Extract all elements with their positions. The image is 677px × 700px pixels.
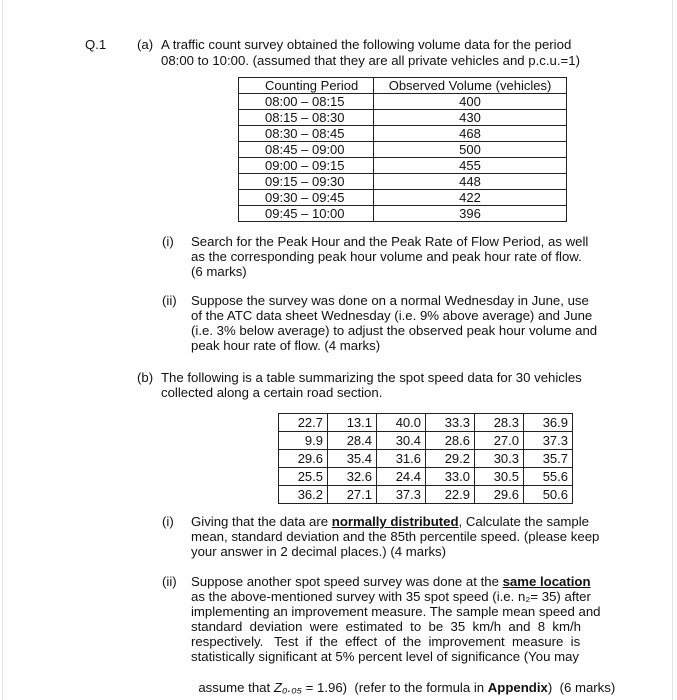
part-b-i-line3: your answer in 2 decimal places.) (4 marks) <box>191 544 447 559</box>
part-a-ii-label: (ii) <box>162 293 177 308</box>
part-b-i-line1 <box>191 514 589 530</box>
speed-cell: 35.7 <box>524 450 573 468</box>
speed-cell: 13.1 <box>328 414 377 432</box>
table-row <box>279 450 573 468</box>
table-row <box>279 486 573 504</box>
part-a-ii-line3: (i.e. 3% below average) to adjust the observed peak hour volume and <box>191 323 598 338</box>
part-a-ii-line2: of the ATC data sheet Wednesday (i.e. 9% above average) and June <box>191 308 593 323</box>
part-b-ii-line2: as the above-mentioned survey with 35 spot speed (i.e. n₂= 35) after <box>191 589 591 604</box>
observed-volume-cell: 422 <box>374 190 567 206</box>
part-b-ii-label: (ii) <box>162 574 177 589</box>
part-b-label: (b) <box>137 370 154 385</box>
speed-cell: 36.2 <box>279 486 328 504</box>
part-b-i-line2: mean, standard deviation and the 85th percentile speed. (please keep <box>191 529 600 544</box>
question-number: Q.1 <box>85 37 107 52</box>
part-a-ii-line4: peak hour rate of flow. (4 marks) <box>191 338 381 353</box>
table-row <box>239 206 567 222</box>
speed-cell: 28.6 <box>426 432 475 450</box>
part-b-ii-line1 <box>191 574 591 590</box>
counting-period-cell: 09:45 – 10:00 <box>239 206 374 222</box>
observed-volume-cell: 396 <box>374 206 567 222</box>
speed-cell: 30.3 <box>475 450 524 468</box>
right-page-edge <box>672 0 673 700</box>
table-row <box>239 142 567 158</box>
table-row <box>239 174 567 190</box>
speed-cell: 36.9 <box>524 414 573 432</box>
part-a-label: (a) <box>137 37 154 52</box>
counting-period-cell: 09:15 – 09:30 <box>239 174 374 190</box>
left-page-edge <box>2 0 3 700</box>
speed-cell: 31.6 <box>377 450 426 468</box>
speed-cell: 40.0 <box>377 414 426 432</box>
part-b-ii-line1-pre: Suppose another spot speed survey was done at the <box>191 574 503 589</box>
part-a-intro-line2: 08:00 to 10:00. (assumed that they are all private vehicles and p.c.u.=1) <box>161 53 580 68</box>
part-b-i-line1-pre: Giving that the data are <box>191 514 332 529</box>
table-row <box>279 468 573 486</box>
observed-volume-cell: 448 <box>374 174 567 190</box>
table-row <box>279 432 573 450</box>
table-header-row <box>239 78 567 94</box>
speed-cell: 32.6 <box>328 468 377 486</box>
table-row <box>239 110 567 126</box>
counting-period-cell: 09:30 – 09:45 <box>239 190 374 206</box>
part-a-intro-line1: A traffic count survey obtained the following volume data for the period <box>161 37 572 52</box>
speed-cell: 30.4 <box>377 432 426 450</box>
speed-cell: 50.6 <box>524 486 573 504</box>
speed-cell: 29.6 <box>475 486 524 504</box>
table-row <box>279 414 573 432</box>
part-b-i-line1-post: , Calculate the sample <box>458 514 590 529</box>
counting-period-cell: 09:00 – 09:15 <box>239 158 374 174</box>
speed-cell: 35.4 <box>328 450 377 468</box>
observed-volume-cell: 500 <box>374 142 567 158</box>
speed-cell: 9.9 <box>279 432 328 450</box>
speed-cell: 29.2 <box>426 450 475 468</box>
counting-period-cell: 08:00 – 08:15 <box>239 94 374 110</box>
speed-cell: 37.3 <box>377 486 426 504</box>
counting-period-cell: 08:15 – 08:30 <box>239 110 374 126</box>
part-b-intro-line2: collected along a certain road section. <box>161 385 383 400</box>
appendix-emphasis: Appendix <box>487 679 548 695</box>
speed-cell: 28.4 <box>328 432 377 450</box>
normally-distributed-emphasis: normally distributed <box>331 514 459 529</box>
part-b-ii-line3: implementing an improvement measure. The sample mean speed and <box>191 604 601 619</box>
part-b-i-label: (i) <box>162 514 174 529</box>
speed-cell: 33.3 <box>426 414 475 432</box>
observed-volume-cell: 400 <box>374 94 567 110</box>
table-row <box>239 190 567 206</box>
traffic-count-table <box>238 77 567 222</box>
header-observed-volume: Observed Volume (vehicles) <box>374 78 567 94</box>
part-b-ii-line4: standard deviation were estimated to be 35 km/h and 8 km/h <box>191 619 581 634</box>
observed-volume-cell: 455 <box>374 158 567 174</box>
speed-cell: 37.3 <box>524 432 573 450</box>
part-a-i-line1: Search for the Peak Hour and the Peak Rate of Flow Period, as well <box>191 234 589 249</box>
part-a-i-label: (i) <box>162 234 174 249</box>
speed-cell: 29.6 <box>279 450 328 468</box>
table-row <box>239 158 567 174</box>
z-critical-symbol: Z₀.₀₅ <box>273 679 302 695</box>
speed-cell: 28.3 <box>475 414 524 432</box>
speed-cell: 25.5 <box>279 468 328 486</box>
part-b-ii-line7-mid: = 1.96) (refer to the formula in <box>301 679 488 695</box>
speed-cell: 30.5 <box>475 468 524 486</box>
observed-volume-cell: 430 <box>374 110 567 126</box>
part-a-i-line2: as the corresponding peak hour volume and peak hour rate of flow. <box>191 249 582 264</box>
speed-cell: 27.1 <box>328 486 377 504</box>
part-b-ii-line7 <box>191 664 615 695</box>
table-row <box>239 126 567 142</box>
speed-cell: 33.0 <box>426 468 475 486</box>
part-b-ii-line7-post: ) (6 marks) <box>547 679 616 695</box>
part-b-ii-line7-pre: assume that <box>198 679 274 695</box>
speed-cell: 27.0 <box>475 432 524 450</box>
speed-cell: 22.7 <box>279 414 328 432</box>
observed-volume-cell: 468 <box>374 126 567 142</box>
counting-period-cell: 08:30 – 08:45 <box>239 126 374 142</box>
table-row <box>239 94 567 110</box>
part-b-ii-line6: statistically significant at 5% percent level of significance (You may <box>191 649 579 664</box>
spot-speed-table <box>278 413 573 504</box>
counting-period-cell: 08:45 – 09:00 <box>239 142 374 158</box>
header-counting-period: Counting Period <box>239 78 374 94</box>
part-b-ii-line5: respectively. Test if the effect of the improvement measure is <box>191 634 581 649</box>
speed-cell: 24.4 <box>377 468 426 486</box>
part-a-ii-line1: Suppose the survey was done on a normal Wednesday in June, use <box>191 293 589 308</box>
part-b-intro-line1: The following is a table summarizing the spot speed data for 30 vehicles <box>161 370 582 385</box>
same-location-emphasis: same location <box>502 574 591 589</box>
part-a-i-line3: (6 marks) <box>191 264 247 279</box>
speed-cell: 55.6 <box>524 468 573 486</box>
speed-cell: 22.9 <box>426 486 475 504</box>
